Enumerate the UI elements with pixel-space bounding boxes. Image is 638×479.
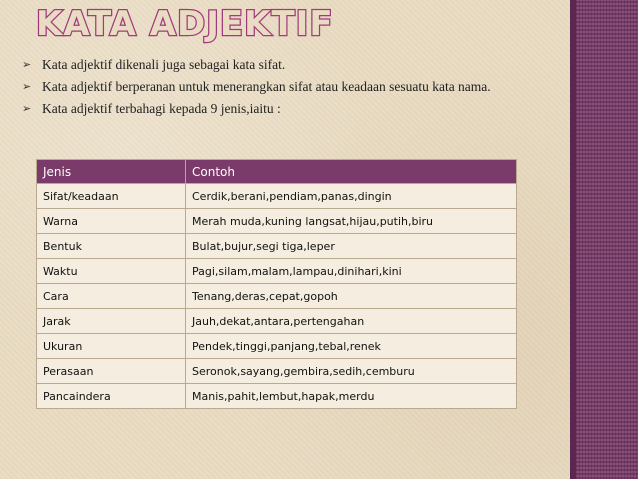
arrow-bullet-icon: ➢ (22, 103, 32, 115)
cell-contoh: Tenang,deras,cepat,gopoh (186, 284, 517, 309)
bullet-text: Kata adjektif terbahagi kepada 9 jenis,iaitu : (42, 101, 281, 116)
table-row (37, 184, 517, 209)
header-jenis: Jenis (37, 160, 186, 184)
side-bar-stripe (570, 0, 576, 479)
table-row (37, 334, 517, 359)
decorative-side-bar (570, 0, 638, 479)
table-row (37, 384, 517, 409)
cell-contoh: Pagi,silam,malam,lampau,dinihari,kini (186, 259, 517, 284)
slide-title: KATA ADJEKTIF (36, 4, 334, 44)
table-row (37, 359, 517, 384)
cell-contoh: Jauh,dekat,antara,pertengahan (186, 309, 517, 334)
cell-jenis: Waktu (37, 259, 186, 284)
cell-jenis: Sifat/keadaan (37, 184, 186, 209)
arrow-bullet-icon: ➢ (22, 59, 32, 71)
cell-jenis: Pancaindera (37, 384, 186, 409)
cell-contoh: Manis,pahit,lembut,hapak,merdu (186, 384, 517, 409)
bullet-text: Kata adjektif berperanan untuk menerangkan sifat atau keadaan sesuatu kata nama. (42, 79, 491, 94)
cell-contoh: Pendek,tinggi,panjang,tebal,renek (186, 334, 517, 359)
table-row (37, 259, 517, 284)
cell-jenis: Perasaan (37, 359, 186, 384)
table-row (37, 209, 517, 234)
cell-jenis: Ukuran (37, 334, 186, 359)
cell-contoh: Merah muda,kuning langsat,hijau,putih,biru (186, 209, 517, 234)
cell-contoh: Cerdik,berani,pendiam,panas,dingin (186, 184, 517, 209)
adjective-table (36, 159, 517, 409)
table-row (37, 284, 517, 309)
header-contoh: Contoh (186, 160, 517, 184)
cell-jenis: Warna (37, 209, 186, 234)
table-row (37, 309, 517, 334)
bullet-item (22, 100, 532, 118)
table-header-row (37, 160, 517, 184)
cell-jenis: Jarak (37, 309, 186, 334)
cell-jenis: Bentuk (37, 234, 186, 259)
cell-contoh: Seronok,sayang,gembira,sedih,cemburu (186, 359, 517, 384)
cell-contoh: Bulat,bujur,segi tiga,leper (186, 234, 517, 259)
bullet-text: Kata adjektif dikenali juga sebagai kata sifat. (42, 57, 286, 72)
bullet-item (22, 78, 532, 96)
table-row (37, 234, 517, 259)
bullet-list (22, 56, 532, 122)
bullet-item (22, 56, 532, 74)
arrow-bullet-icon: ➢ (22, 81, 32, 93)
cell-jenis: Cara (37, 284, 186, 309)
